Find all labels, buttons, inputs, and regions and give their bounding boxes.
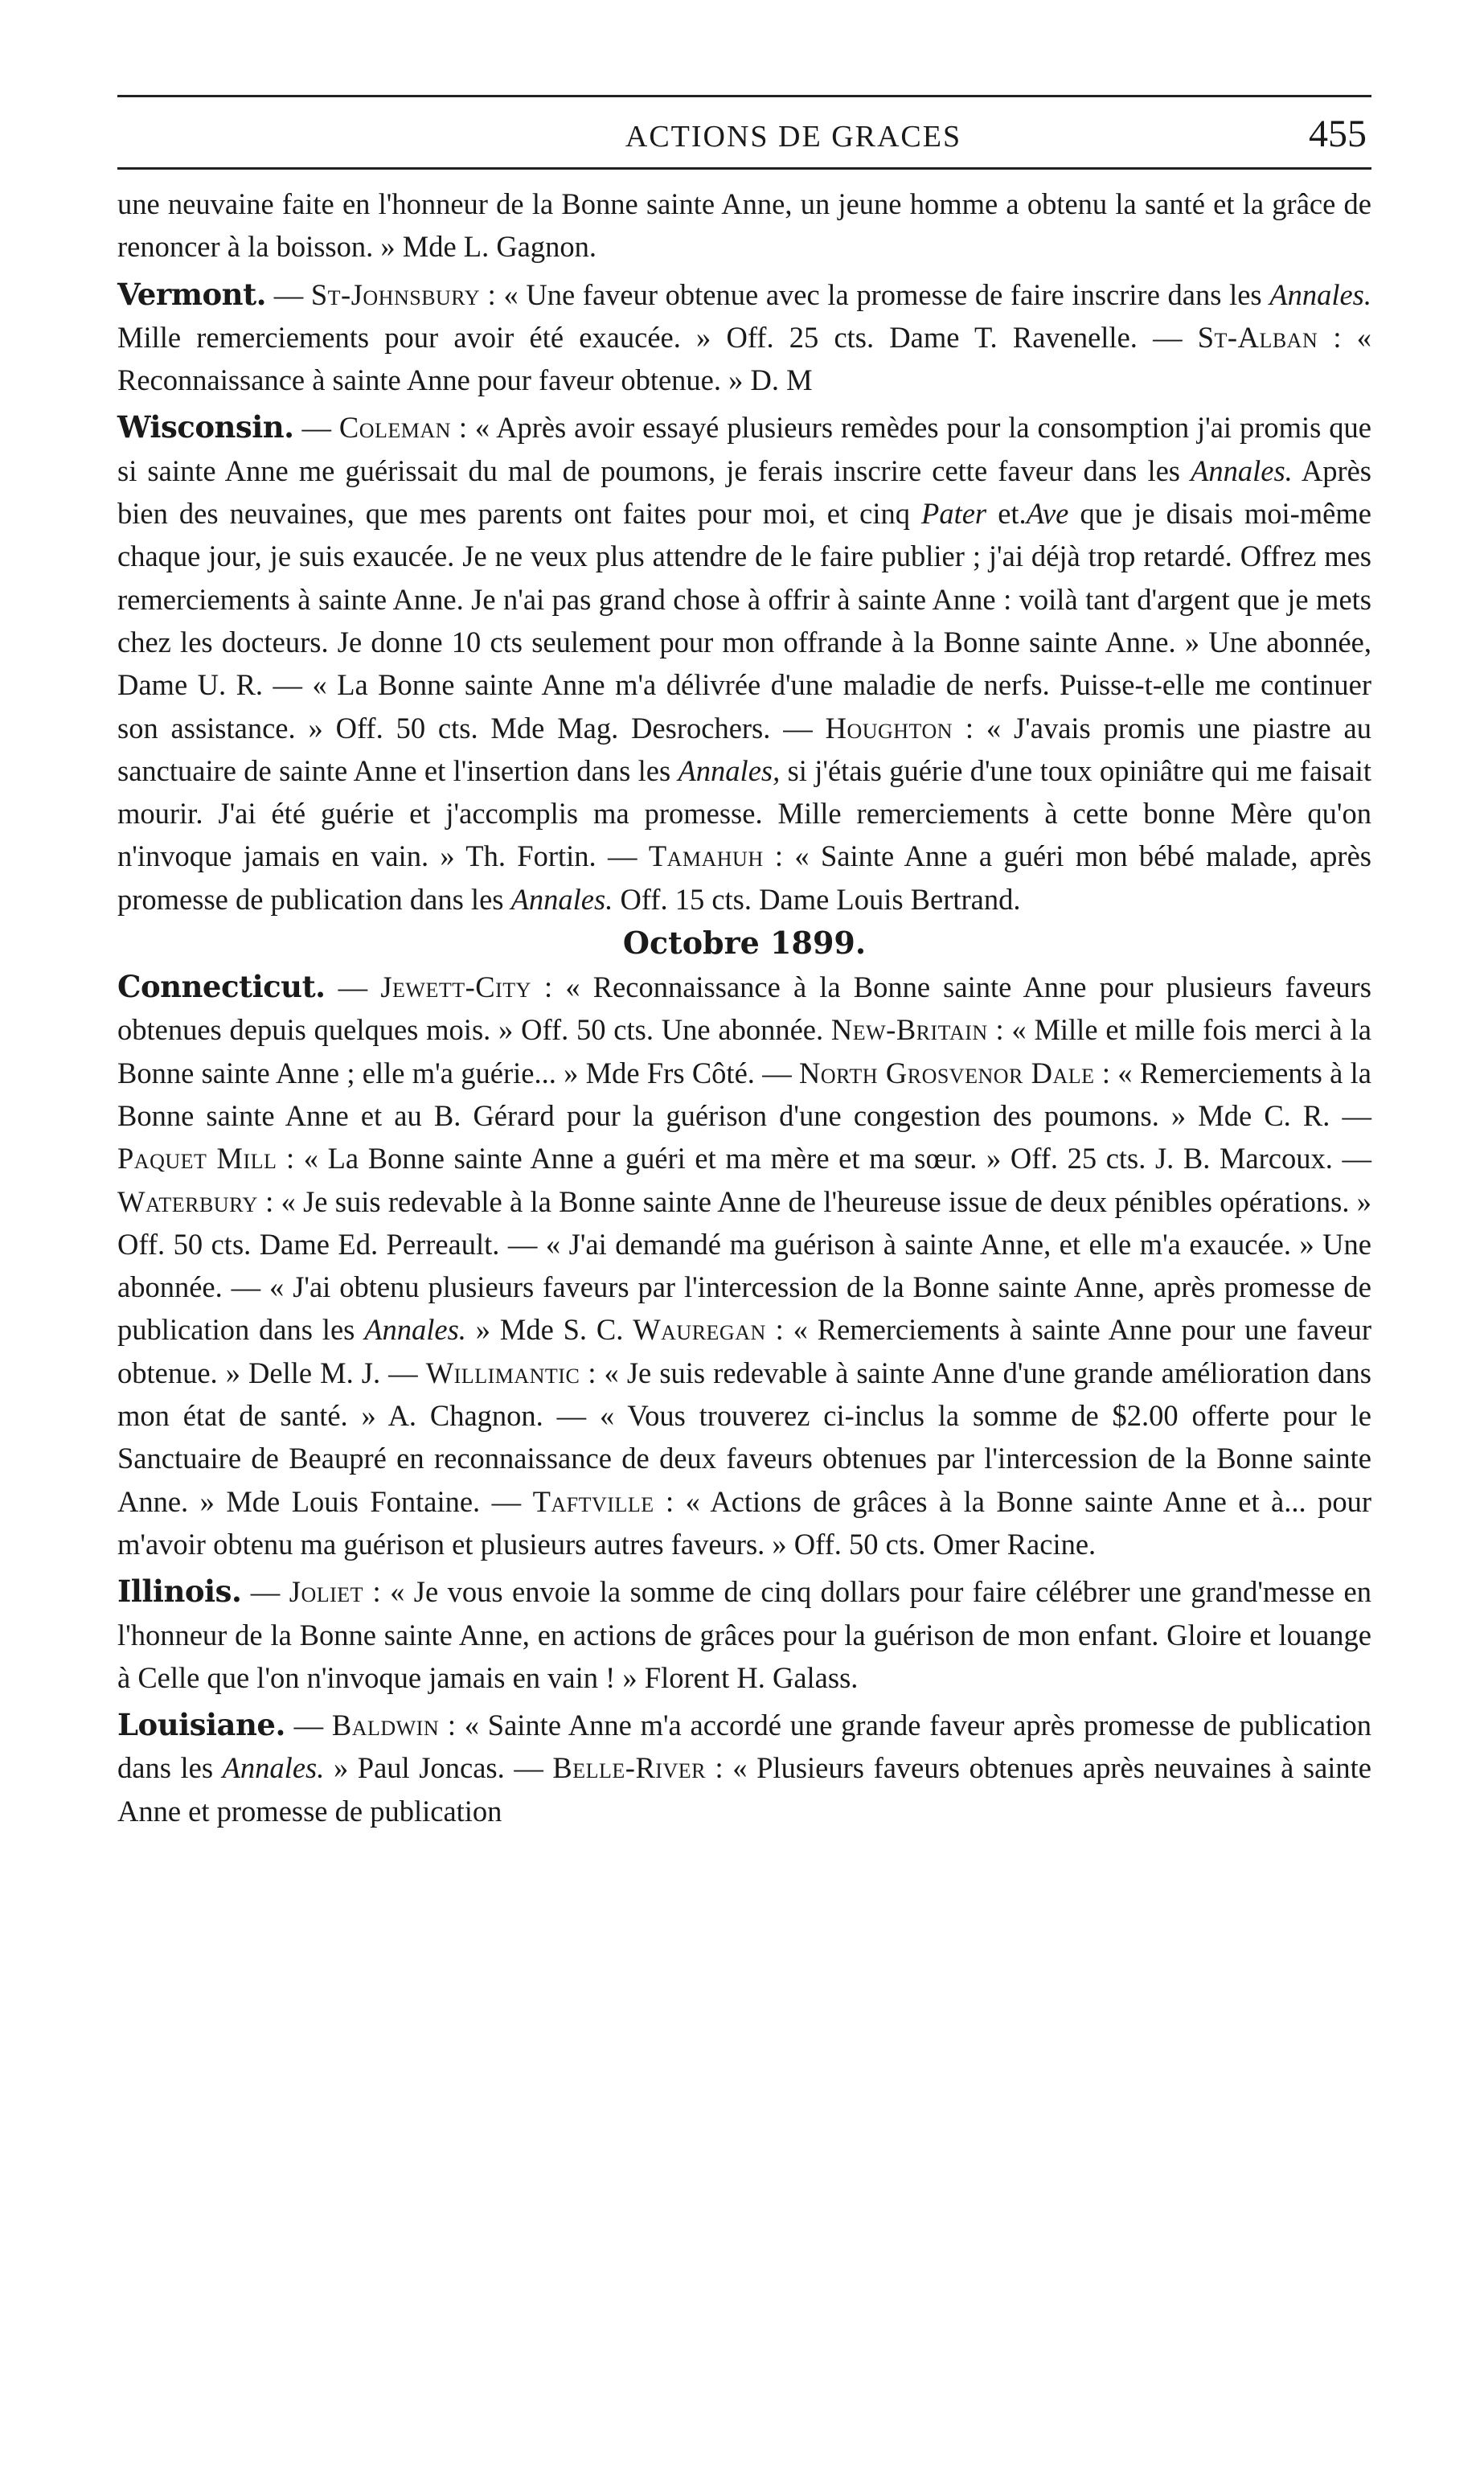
place-name: Jewett-City [380,970,531,1004]
journal-title: Annales. [1191,453,1293,487]
running-head: ACTIONS DE GRACES [625,120,962,154]
section-heading: Octobre 1899. [622,925,867,962]
place-name: Paquet Mill [117,1142,277,1175]
place-name: Wauregan [633,1313,766,1347]
state-heading: Vermont. [117,276,267,312]
top-rule [117,95,1371,97]
header-rule [117,167,1371,170]
paragraph-illinois: Illinois. — Joliet : « Je vous envoie la somme de cinq dollars pour faire célébrer une grand'messe en l'honneur de la Bonne sainte Anne, en actions de grâces pour la guérison de mon enfant. Gloire et louange à Celle que l'on n'invoque jamais en vain ! » Florent H. Galass. [117,1573,1371,1694]
page-number: 455 [1309,113,1367,155]
book-page [117,95,1371,1832]
state-heading: Wisconsin. [117,409,294,445]
place-name: St-Alban [1197,320,1318,354]
place-name: Coleman [338,411,451,445]
place-name: Tamahuh [648,839,764,873]
prayer-title: Ave [1026,497,1069,531]
journal-title: Annales, [678,753,781,787]
paragraph-connecticut: Connecticut. — Jewett-City : « Reconnaissance à la Bonne sainte Anne pour plusieurs faveurs obtenues depuis quelques mois. » Off. 50 cts. Une abonnée. New-Britain : « Mille et mille fois merci à la Bonne sainte Anne ; elle m'a guérie... » Mde Frs Côté. — North Grosvenor Dale : « Remerciements à la Bonne sainte Anne et au B. Gérard pour la guérison d'une congestion des poumons. » Mde C. R. — Paquet Mill : « La Bonne sainte Anne a guéri et ma mère et ma sœur. » Off. 25 cts. J. B. Marcoux. — Waterbury : « Je suis redevable à la Bonne sainte Anne de l'heureuse issue de deux pénibles opérations. » Off. 50 cts. Dame Ed. Perreault. — « J'ai demandé ma guérison à sainte Anne, et elle m'a exaucée. » Une abonnée. — « J'ai obtenu plusieurs faveurs par l'intercession de la Bonne sainte Anne, après promesse de publication dans les Annales. » Mde S. C. Wauregan : « Remerciements à sainte Anne pour une faveur obtenue. » Delle M. J. — Willimantic : « Je suis redevable à sainte Anne d'une grande amélioration dans mon état de santé. » A. Chagnon. — « Vous trouverez ci-inclus la somme de $2.00 offerte pour le Sanctuaire de Beaupré en reconnaissance de deux faveurs obtenues par l'intercession de la Bonne sainte Anne. » Mde Louis Fontaine. — Taftville : « Actions de grâces à la Bonne sainte Anne et à... pour m'avoir obtenu ma guérison et plusieurs autres faveurs. » Off. 50 cts. Omer Racine. [117,969,1372,1561]
place-name: St-Johnsbury [310,277,480,311]
state-heading: Louisiane. [117,1707,285,1743]
journal-title: Annales. [510,882,613,916]
place-name: Taftville [532,1484,654,1518]
journal-title: Annales. [222,1751,325,1785]
paragraph-louisiane: Louisiane. — Baldwin : « Sainte Anne m'a accordé une grande faveur après promesse de publication dans les Annales. » Paul Joncas. — Belle-River : « Plusieurs faveurs obtenues après neuvaines à sainte Anne et promesse de publication [117,1707,1371,1828]
paragraph-wisconsin: Wisconsin. — Coleman : « Après avoir essayé plusieurs remèdes pour la consomption j'ai promis que si sainte Anne me guérissait du mal de poumons, je ferais inscrire cette faveur dans les Annales. Après bien des neuvaines, que mes parents ont faites pour moi, et cinq Pater et.Ave que je disais moi-même chaque jour, je suis exaucée. Je ne veux plus attendre de le faire publier ; j'ai déjà trop retardé. Offrez mes remerciements à sainte Anne. Je n'ai pas grand chose à offrir à sainte Anne : voilà tant d'argent que je mets chez les docteurs. Je donne 10 cts seulement pour mon offrande à la Bonne sainte Anne. » Une abonnée, Dame U. R. — « La Bonne sainte Anne m'a délivrée d'une maladie de nerfs. Puisse-t-elle me continuer son assistance. » Off. 50 cts. Mde Mag. Desrochers. — Houghton : « J'avais promis une piastre au sanctuaire de sainte Anne et l'insertion dans les Annales, si j'étais guérie d'une toux opiniâtre qui me faisait mourir. J'ai été guérie et j'accomplis ma promesse. Mille remerciements à cette bonne Mère qu'on n'invoque jamais en vain. » Th. Fortin. — Tamahuh : « Sainte Anne a guéri mon bébé malade, après promesse de publication dans les Annales. Off. 15 cts. Dame Louis Bertrand. [117,409,1371,916]
place-name: Joliet [289,1575,364,1609]
place-name: New-Britain [830,1013,988,1047]
place-name: Baldwin [331,1709,440,1742]
place-name: Willimantic [425,1356,580,1389]
place-name: Belle-River [552,1751,706,1785]
prayer-title: Pater [921,497,987,531]
paragraph-vermont: Vermont. — St-Johnsbury : « Une faveur obtenue avec la promesse de faire inscrire dans les Annales. Mille remerciements pour avoir été exaucée. » Off. 25 cts. Dame T. Ravenelle. — St-Alban : « Reconnaissance à sainte Anne pour faveur obtenue. » D. M [117,276,1372,397]
place-name: North Grosvenor Dale [799,1056,1095,1089]
paragraph-continuation: une neuvaine faite en l'honneur de la Bonne sainte Anne, un jeune homme a obtenu la santé et la grâce de renoncer à la boisson. » Mde L. Gagnon. [117,187,1371,264]
page-header [117,112,1371,156]
page-body [117,183,1371,1832]
state-heading: Connecticut. [117,969,326,1005]
journal-title: Annales. [1269,277,1372,311]
place-name: Waterbury [117,1184,258,1218]
state-heading: Illinois. [117,1573,242,1610]
journal-title: Annales. [364,1313,466,1347]
place-name: Houghton [825,711,953,745]
